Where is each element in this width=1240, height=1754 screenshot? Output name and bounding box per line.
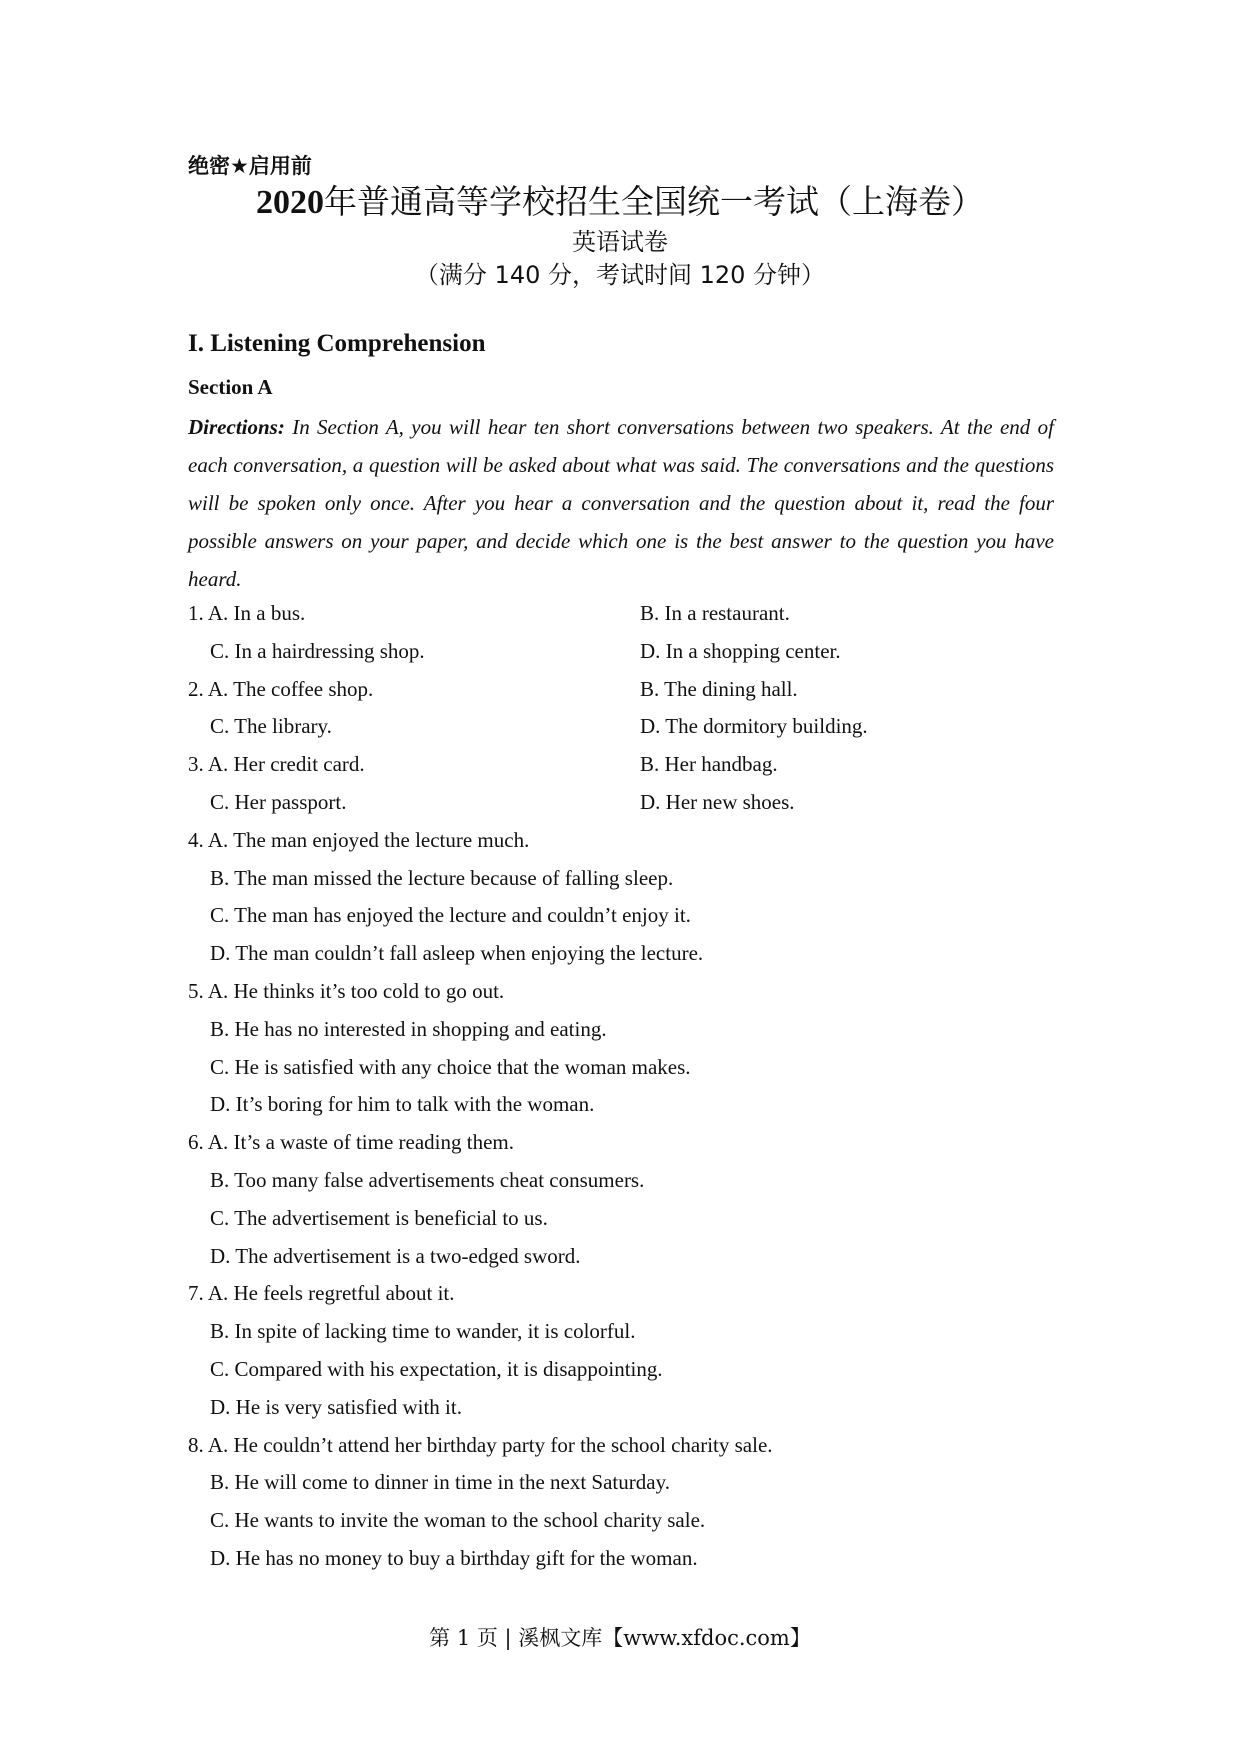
- question-3-row-1: [188, 746, 1054, 784]
- question-5-option-a: [188, 973, 1054, 1011]
- option-6c: C. The advertisement is beneficial to us.: [210, 1205, 548, 1230]
- option-4d: D. The man couldn’t fall asleep when enjoying the lecture.: [210, 941, 704, 966]
- option-3a: 3. A. Her credit card.: [188, 752, 365, 777]
- option-3d: D. Her new shoes.: [640, 789, 795, 814]
- option-2a: 2. A. The coffee shop.: [188, 676, 374, 701]
- question-4-option-b: [188, 860, 1054, 898]
- question-5-option-d: [188, 1086, 1054, 1124]
- option-8b: B. He will come to dinner in time in the next Saturday.: [210, 1470, 670, 1495]
- question-6-option-d: [188, 1238, 1054, 1276]
- option-7a: 7. A. He feels regretful about it.: [188, 1281, 455, 1306]
- question-8-option-d: [188, 1540, 1054, 1578]
- option-5c: C. He is satisfied with any choice that the woman makes.: [210, 1054, 691, 1079]
- question-5-option-c: [188, 1049, 1054, 1087]
- option-5d: D. It’s boring for him to talk with the woman.: [210, 1092, 595, 1117]
- question-1-row-1: [188, 595, 1054, 633]
- option-7c: C. Compared with his expectation, it is disappointing.: [210, 1356, 663, 1381]
- option-4a: 4. A. The man enjoyed the lecture much.: [188, 827, 530, 852]
- option-1a: 1. A. In a bus.: [188, 601, 306, 625]
- directions-paragraph: [188, 408, 1054, 598]
- question-4-option-d: [188, 935, 1054, 973]
- question-6-option-a: [188, 1124, 1054, 1162]
- option-2c: C. The library.: [210, 714, 332, 739]
- option-3b: B. Her handbag.: [640, 752, 778, 777]
- option-1b: B. In a restaurant.: [640, 601, 790, 625]
- question-8-option-c: [188, 1502, 1054, 1540]
- question-6-option-c: [188, 1200, 1054, 1238]
- option-7b: B. In spite of lacking time to wander, it is colorful.: [210, 1319, 636, 1344]
- option-2d: D. The dormitory building.: [640, 714, 868, 739]
- option-6a: 6. A. It’s a waste of time reading them.: [188, 1130, 515, 1155]
- question-7-option-d: [188, 1389, 1054, 1427]
- question-7-option-a: [188, 1275, 1054, 1313]
- question-2-row-2: [188, 708, 1054, 746]
- question-7-option-c: [188, 1351, 1054, 1389]
- question-4-option-c: [188, 897, 1054, 935]
- option-1c: C. In a hairdressing shop.: [210, 638, 425, 663]
- question-2-row-1: [188, 671, 1054, 709]
- option-5b: B. He has no interested in shopping and eating.: [210, 1016, 607, 1041]
- question-3-row-2: [188, 784, 1054, 822]
- section-part-label: Section A: [188, 375, 273, 399]
- option-2b: B. The dining hall.: [640, 676, 798, 701]
- page-footer: 第 1 页 | 溪枫文库【www.xfdoc.com】: [429, 1626, 811, 1650]
- option-4b: B. The man missed the lecture because of falling sleep.: [210, 865, 674, 890]
- question-8-option-b: [188, 1464, 1054, 1502]
- option-6b: B. Too many false advertisements cheat consumers.: [210, 1167, 645, 1192]
- exam-title-year: 2020: [256, 184, 324, 221]
- option-7d: D. He is very satisfied with it.: [210, 1394, 462, 1419]
- question-6-option-b: [188, 1162, 1054, 1200]
- question-1-row-2: [188, 633, 1054, 671]
- directions-text: In Section A, you will hear ten short conversations between two speakers. At the end of each conversation, a question will be asked about what was said. The conversations and the questions will be spoken only once. After you hear a conversation and the question about it, read the four possible answers on your paper, and decide which one is the best answer to the question you have heard.: [188, 415, 1054, 591]
- option-1d: D. In a shopping center.: [640, 638, 841, 663]
- option-8a: 8. A. He couldn’t attend her birthday party for the school charity sale.: [188, 1432, 773, 1457]
- exam-subtitle: 英语试卷: [572, 228, 668, 256]
- question-5-option-b: [188, 1011, 1054, 1049]
- question-list: [188, 595, 1054, 1578]
- option-6d: D. The advertisement is a two-edged sword.: [210, 1243, 581, 1268]
- exam-title: [0, 180, 1240, 225]
- question-4-option-a: [188, 822, 1054, 860]
- option-5a: 5. A. He thinks it’s too cold to go out.: [188, 978, 505, 1003]
- exam-title-text: 年普通高等学校招生全国统一考试（上海卷）: [324, 182, 984, 221]
- option-8c: C. He wants to invite the woman to the school charity sale.: [210, 1508, 706, 1533]
- option-8d: D. He has no money to buy a birthday gift for the woman.: [210, 1545, 698, 1570]
- score-note: （满分 140 分，考试时间 120 分钟）: [414, 261, 826, 289]
- option-3c: C. Her passport.: [210, 789, 347, 814]
- directions-label: Directions:: [188, 415, 285, 439]
- question-7-option-b: [188, 1313, 1054, 1351]
- secret-mark: 绝密★启用前: [188, 154, 312, 178]
- question-8-option-a: [188, 1427, 1054, 1465]
- section-heading: I. Listening Comprehension: [188, 330, 486, 357]
- option-4c: C. The man has enjoyed the lecture and couldn’t enjoy it.: [210, 903, 691, 928]
